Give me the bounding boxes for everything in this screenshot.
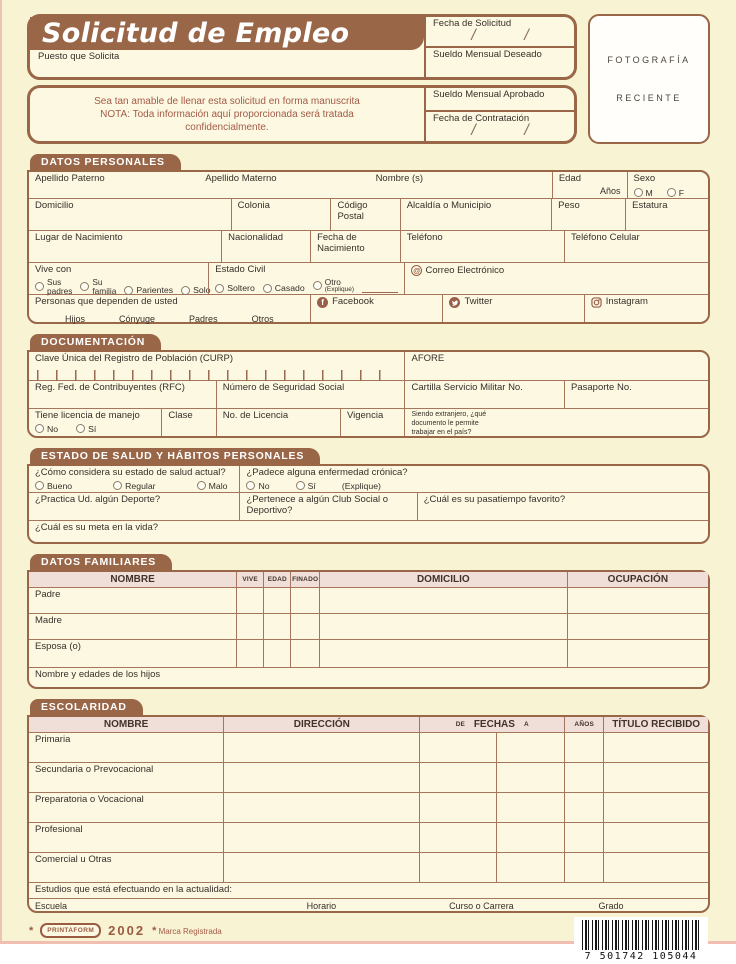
field-esposa-domicilio[interactable] (319, 640, 567, 667)
blank-conyuge[interactable] (89, 315, 115, 324)
field-madre-finado[interactable] (290, 614, 319, 639)
field-domicilio[interactable]: Domicilio (35, 200, 74, 211)
field-pasatiempo[interactable]: ¿Cuál es su pasatiempo favorito? (417, 493, 708, 520)
field-estudios-curso[interactable]: Curso o Carrera (449, 901, 514, 911)
radio-vive-solo[interactable] (181, 286, 190, 295)
field-estado-civil: Estado Civil Soltero Casado Otro (Explique) (208, 263, 404, 294)
form-year: 2002 (108, 923, 146, 938)
nombres-label: Nombre (s) (375, 173, 424, 184)
radio-enfermedad-si[interactable] (296, 481, 305, 490)
field-alcaldia[interactable]: Alcaldía o Municipio (400, 199, 551, 230)
field-secundaria-fecha-a[interactable] (496, 763, 564, 792)
section-escolaridad (27, 697, 710, 913)
field-esposa-vive[interactable] (236, 640, 263, 667)
field-madre-nombre[interactable]: Madre (35, 615, 62, 626)
field-secundaria-titulo[interactable] (603, 763, 708, 792)
instagram-icon (591, 297, 602, 308)
field-fecha-solicitud[interactable] (426, 17, 574, 48)
field-comercial-fecha-de[interactable] (419, 853, 496, 882)
field-preparatoria-fecha-a[interactable] (496, 793, 564, 822)
field-padre-domicilio[interactable] (319, 588, 567, 613)
escolaridad-row-primaria (29, 732, 708, 762)
section-salud (27, 446, 710, 544)
familiares-header-nombre: NOMBRE (29, 572, 236, 587)
field-licencia-manejo: Tiene licencia de manejo No Sí (35, 410, 140, 434)
field-madre-vive[interactable] (236, 614, 263, 639)
blank-otros[interactable] (222, 315, 248, 324)
familiares-row-esposa (29, 639, 708, 667)
form-header (27, 14, 710, 144)
field-esposa-nombre[interactable]: Esposa (o) (35, 641, 81, 652)
field-primaria-fecha-a[interactable] (496, 733, 564, 762)
photo-box (588, 14, 710, 144)
field-comercial-fecha-a[interactable] (496, 853, 564, 882)
radio-vive-sus-padres[interactable] (35, 282, 44, 291)
section-tab-datos-familiares: DATOS FAMILIARES (30, 554, 172, 572)
note-box (27, 85, 577, 144)
field-nacionalidad[interactable]: Nacionalidad (221, 231, 310, 262)
date-slash: / (471, 122, 476, 139)
field-padre-vive[interactable] (236, 588, 263, 613)
field-preparatoria-anos[interactable] (564, 793, 603, 822)
radio-vive-su-familia[interactable] (80, 282, 89, 291)
field-rfc[interactable]: Reg. Fed. de Contribuyentes (RFC) (35, 382, 185, 393)
escolaridad-header-nombre: NOMBRE (29, 717, 223, 732)
field-vive-con: Vive con Sus padres Su familia Parientes Solo (35, 264, 211, 296)
sueldo-aprobado-label: Sueldo Mensual Aprobado (433, 89, 545, 100)
radio-salud-malo[interactable] (197, 481, 206, 490)
date-slash: / (524, 26, 529, 44)
familiares-row-madre (29, 613, 708, 639)
field-comercial-anos[interactable] (564, 853, 603, 882)
escolaridad-row-comercial (29, 852, 708, 882)
field-estudios-escuela[interactable]: Escuela (35, 901, 68, 911)
familiares-header-vive: VIVE (236, 572, 263, 587)
field-sexo: Sexo M F (627, 172, 708, 198)
field-nombre-completo[interactable] (29, 172, 552, 198)
blank-estado-civil-otro[interactable] (362, 284, 398, 293)
field-telefono[interactable]: Teléfono (400, 231, 564, 262)
field-secundaria-anos[interactable] (564, 763, 603, 792)
field-preparatoria-direccion[interactable] (223, 793, 419, 822)
field-fecha-contratacion[interactable] (426, 112, 574, 141)
radio-casado[interactable] (263, 284, 272, 293)
field-cartilla-militar[interactable]: Cartilla Servicio Militar No. (404, 381, 564, 408)
field-comercial-direccion[interactable] (223, 853, 419, 882)
blank-padres[interactable] (159, 315, 185, 324)
confidentiality-note: Sea tan amable de llenar esta solicitud en forma manuscrita NOTA: Toda información aquí proporcionada será tratada confidencialmente. (94, 96, 360, 133)
field-documento-extranjero[interactable]: Siendo extranjero, ¿qué documento le permite trabajar en el país? (404, 409, 708, 436)
fecha-solicitud-label: Fecha de Solicitud (433, 18, 512, 29)
section-tab-datos-personales: DATOS PERSONALES (30, 154, 181, 172)
escolaridad-header-fechas: DE FECHAS A (419, 717, 564, 732)
field-estudios-actuales[interactable]: Estudios que está efectuando en la actualidad: (35, 884, 233, 895)
field-curp[interactable]: Clave Única del Registro de Población (CURP) (29, 352, 404, 380)
escolaridad-header-anos: AÑOS (564, 717, 603, 732)
field-correo-electronico[interactable]: @ Correo Electrónico (404, 263, 708, 294)
field-instagram[interactable]: Instagram (584, 295, 708, 322)
printaform-logo: PRINTAFORM (40, 923, 101, 938)
field-comercial-titulo[interactable] (603, 853, 708, 882)
radio-soltero[interactable] (215, 284, 224, 293)
radio-sexo-f[interactable] (667, 188, 676, 197)
field-sueldo-deseado[interactable] (426, 48, 574, 77)
sueldo-deseado-label: Sueldo Mensual Deseado (433, 49, 542, 60)
escolaridad-header-titulo: TÍTULO RECIBIDO (603, 717, 708, 732)
title-box (27, 14, 577, 80)
field-estudios-grado[interactable]: Grado (598, 901, 624, 911)
field-lugar-nacimiento[interactable]: Lugar de Nacimiento (35, 232, 123, 243)
fecha-contratacion-label: Fecha de Contratación (433, 113, 530, 125)
field-numero-licencia[interactable]: No. de Licencia (216, 409, 340, 436)
title-banner (30, 17, 424, 50)
field-primaria-titulo[interactable] (603, 733, 708, 762)
field-padre-ocupacion[interactable] (567, 588, 708, 613)
escolaridad-row-profesional (29, 822, 708, 852)
field-edad[interactable]: Edad Años (552, 172, 627, 198)
curp-character-ticks (37, 370, 396, 381)
field-profesional-direccion[interactable] (223, 823, 419, 852)
twitter-icon (449, 297, 460, 308)
field-esposa-edad[interactable] (263, 640, 290, 667)
field-primaria-nombre[interactable]: Primaria (35, 734, 71, 745)
field-pasaporte[interactable]: Pasaporte No. (564, 381, 708, 408)
field-profesional-anos[interactable] (564, 823, 603, 852)
field-profesional-fecha-de[interactable] (419, 823, 496, 852)
apellido-materno-label: Apellido Materno (205, 173, 277, 184)
field-sueldo-aprobado[interactable] (426, 88, 574, 112)
barcode (574, 917, 708, 964)
photo-line2: RECIENTE (616, 93, 682, 103)
date-slash: / (471, 26, 476, 44)
field-vigencia-licencia[interactable]: Vigencia (340, 409, 405, 436)
radio-vive-parientes[interactable] (124, 286, 133, 295)
field-nombre-edades-hijos[interactable]: Nombre y edades de los hijos (35, 669, 161, 680)
field-profesional-fecha-a[interactable] (496, 823, 564, 852)
section-documentacion (27, 332, 710, 438)
field-twitter[interactable]: Twitter (442, 295, 583, 322)
escolaridad-header-direccion: DIRECCIÓN (223, 717, 419, 732)
field-estudios-horario[interactable]: Horario (306, 901, 337, 911)
section-tab-escolaridad: ESCOLARIDAD (30, 699, 143, 717)
field-personas-dependen: Personas que dependen de usted Hijos Cónyuge Padres Otros (35, 296, 274, 324)
facebook-icon: f (317, 297, 328, 308)
radio-salud-regular[interactable] (113, 481, 122, 490)
field-secundaria-direccion[interactable] (223, 763, 419, 792)
field-nss[interactable]: Número de Seguridad Social (216, 381, 405, 408)
escolaridad-row-secundaria (29, 762, 708, 792)
field-enfermedad-cronica: ¿Padece alguna enfermedad crónica? No Sí (Explique) (239, 466, 708, 492)
field-padre-nombre[interactable]: Padre (35, 589, 61, 600)
field-deporte[interactable]: ¿Practica Ud. algún Deporte? (35, 494, 161, 505)
puesto-label: Puesto que Solicita (38, 51, 120, 62)
form-footer (27, 923, 710, 964)
barcode-digits: 7 501742 105044 (584, 951, 698, 962)
photo-line1: FOTOGRAFÍA (607, 55, 691, 65)
field-esposa-ocupacion[interactable] (567, 640, 708, 667)
radio-licencia-no[interactable] (35, 424, 44, 433)
field-peso[interactable]: Peso (551, 199, 625, 230)
field-preparatoria-fecha-de[interactable] (419, 793, 496, 822)
field-secundaria-nombre[interactable]: Secundaria o Prevocacional (35, 764, 154, 775)
field-primaria-anos[interactable] (564, 733, 603, 762)
section-tab-documentacion: DOCUMENTACIÓN (30, 334, 161, 352)
field-meta-vida[interactable]: ¿Cuál es su meta en la vida? (35, 522, 159, 533)
barcode-bars (582, 920, 700, 950)
registered-star: * (152, 924, 157, 937)
radio-enfermedad-no[interactable] (246, 481, 255, 490)
field-facebook[interactable]: f Facebook (310, 295, 442, 322)
radio-salud-bueno[interactable] (35, 481, 44, 490)
blank-hijos[interactable] (35, 315, 61, 324)
section-datos-personales (27, 152, 710, 324)
field-club-social[interactable]: ¿Pertenece a algún Club Social o Deportivo? (239, 493, 416, 520)
radio-licencia-si[interactable] (76, 424, 85, 433)
familiares-header-domicilio: DOMICILIO (319, 572, 567, 587)
field-clase-licencia[interactable]: Clase (161, 409, 215, 436)
field-estatura[interactable]: Estatura (625, 199, 708, 230)
field-puesto-solicita[interactable] (30, 50, 424, 77)
field-telefono-celular[interactable]: Teléfono Celular (564, 231, 708, 262)
apellido-paterno-label: Apellido Paterno (35, 173, 105, 184)
field-esposa-finado[interactable] (290, 640, 319, 667)
field-secundaria-fecha-de[interactable] (419, 763, 496, 792)
familiares-header-ocupacion: OCUPACIÓN (567, 572, 708, 587)
form-title: Solicitud de Empleo (42, 18, 350, 49)
field-madre-edad[interactable] (263, 614, 290, 639)
marca-registrada-label: Marca Registrada (158, 926, 222, 936)
familiares-header-finado: FINADO (290, 572, 319, 587)
anos-label: Años (600, 186, 621, 196)
field-codigo-postal[interactable]: Código Postal (330, 199, 399, 230)
field-preparatoria-titulo[interactable] (603, 793, 708, 822)
field-colonia[interactable]: Colonia (231, 199, 331, 230)
field-madre-domicilio[interactable] (319, 614, 567, 639)
field-profesional-titulo[interactable] (603, 823, 708, 852)
field-afore[interactable]: AFORE (404, 352, 708, 380)
section-tab-salud: ESTADO DE SALUD Y HÁBITOS PERSONALES (30, 448, 320, 466)
section-datos-familiares (27, 552, 710, 689)
radio-estado-civil-otro[interactable] (313, 281, 322, 290)
email-at-icon: @ (413, 266, 421, 275)
field-padre-finado[interactable] (290, 588, 319, 613)
registered-star: * (29, 924, 34, 937)
field-padre-edad[interactable] (263, 588, 290, 613)
field-primaria-fecha-de[interactable] (419, 733, 496, 762)
field-comercial-nombre[interactable]: Comercial u Otras (35, 854, 112, 865)
field-primaria-direccion[interactable] (223, 733, 419, 762)
field-madre-ocupacion[interactable] (567, 614, 708, 639)
field-preparatoria-nombre[interactable]: Preparatoria o Vocacional (35, 794, 144, 805)
field-profesional-nombre[interactable]: Profesional (35, 824, 83, 835)
familiares-row-padre (29, 587, 708, 613)
field-fecha-nacimiento[interactable]: Fecha de Nacimiento (310, 231, 400, 262)
field-estado-salud: ¿Cómo considera su estado de salud actual? Bueno Regular Malo (35, 467, 228, 491)
date-slash: / (524, 122, 529, 139)
radio-sexo-m[interactable] (634, 188, 643, 197)
familiares-header-edad: EDAD (263, 572, 290, 587)
enfermedad-explique-label: (Explique) (341, 480, 381, 491)
escolaridad-row-preparatoria (29, 792, 708, 822)
